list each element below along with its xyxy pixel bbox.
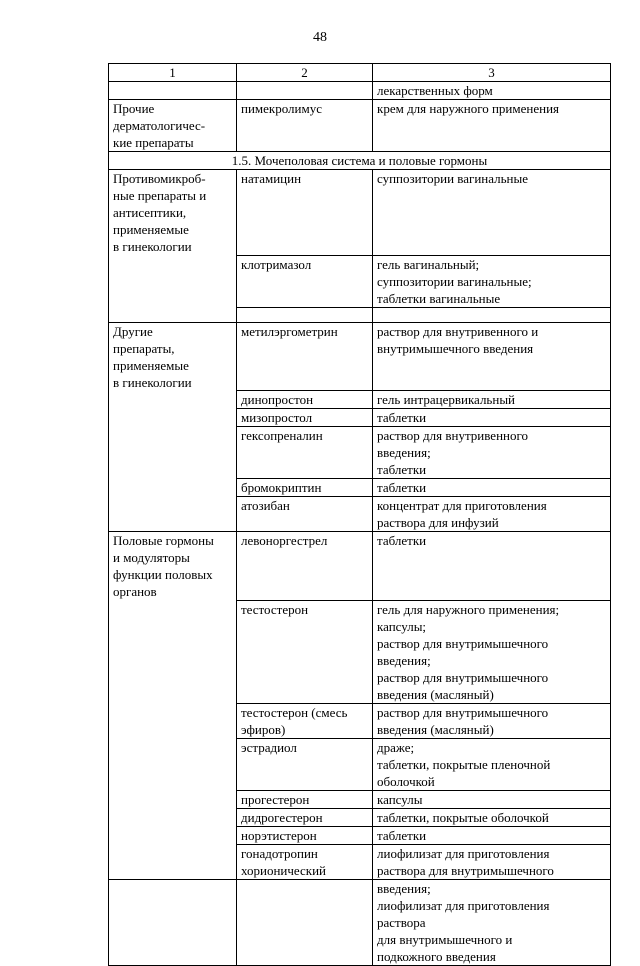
table-row	[109, 409, 611, 427]
section-row	[109, 152, 611, 170]
group-cell	[109, 409, 237, 427]
group-cell	[109, 826, 237, 844]
drug-table	[108, 63, 611, 966]
drug-cell: норэтистерон	[237, 826, 373, 844]
group-cell: Другие препараты, применяемые в гинекологии	[109, 322, 237, 391]
drug-cell: пимекролимус	[237, 100, 373, 152]
group-cell	[109, 738, 237, 790]
table-header-row	[109, 64, 611, 82]
group-cell: Противомикроб- ные препараты и антисептики, применяемые в гинекологии	[109, 170, 237, 256]
table-row	[109, 322, 611, 391]
group-cell	[109, 497, 237, 532]
table-row	[109, 479, 611, 497]
drug-cell: гонадотропин хорионический	[237, 844, 373, 879]
table-row	[109, 790, 611, 808]
form-cell: крем для наружного применения	[373, 100, 611, 152]
group-cell	[109, 703, 237, 738]
section-title: 1.5. Мочеполовая система и половые гормоны	[109, 152, 611, 170]
drug-cell	[237, 82, 373, 100]
table-row	[109, 826, 611, 844]
form-cell	[373, 307, 611, 322]
table-row	[109, 738, 611, 790]
group-cell: Прочие дерматологичес- кие препараты	[109, 100, 237, 152]
drug-cell: прогестерон	[237, 790, 373, 808]
table-row	[109, 391, 611, 409]
form-cell: раствор для внутривенного введения; таблетки	[373, 427, 611, 479]
drug-cell: бромокриптин	[237, 479, 373, 497]
table-row	[109, 879, 611, 965]
table-row	[109, 497, 611, 532]
table-row	[109, 844, 611, 879]
drug-cell: динопростон	[237, 391, 373, 409]
form-cell: драже; таблетки, покрытые пленочной оболочкой	[373, 738, 611, 790]
table-row	[109, 82, 611, 100]
drug-cell: тестостерон	[237, 600, 373, 703]
group-cell	[109, 82, 237, 100]
drug-cell: мизопростол	[237, 409, 373, 427]
form-cell: суппозитории вагинальные	[373, 170, 611, 256]
table-row	[109, 808, 611, 826]
drug-cell: эстрадиол	[237, 738, 373, 790]
group-cell	[109, 391, 237, 409]
form-cell: раствор для внутривенного и внутримышечного введения	[373, 322, 611, 391]
group-cell	[109, 255, 237, 307]
drug-cell: метилэргометрин	[237, 322, 373, 391]
form-cell: таблетки	[373, 532, 611, 601]
drug-cell	[237, 307, 373, 322]
group-cell	[109, 879, 237, 965]
table-row	[109, 255, 611, 307]
table-row	[109, 100, 611, 152]
page-number: 48	[313, 30, 327, 45]
form-cell: таблетки	[373, 479, 611, 497]
drug-cell: дидрогестерон	[237, 808, 373, 826]
form-cell: капсулы	[373, 790, 611, 808]
form-cell: таблетки	[373, 826, 611, 844]
group-cell	[109, 844, 237, 879]
form-cell: лекарственных форм	[373, 82, 611, 100]
group-cell	[109, 600, 237, 703]
table-row	[109, 532, 611, 601]
header-col-2: 2	[237, 64, 373, 82]
table-row	[109, 307, 611, 322]
group-cell	[109, 790, 237, 808]
drug-cell: атозибан	[237, 497, 373, 532]
form-cell: гель интрацервикальный	[373, 391, 611, 409]
form-cell: лиофилизат для приготовления раствора для внутримышечного	[373, 844, 611, 879]
drug-cell: натамицин	[237, 170, 373, 256]
group-cell	[109, 307, 237, 322]
form-cell: введения; лиофилизат для приготовления раствора для внутримышечного и подкожного введения	[373, 879, 611, 965]
drug-cell: гексопреналин	[237, 427, 373, 479]
form-cell: раствор для внутримышечного введения (масляный)	[373, 703, 611, 738]
drug-cell: клотримазол	[237, 255, 373, 307]
drug-cell	[237, 879, 373, 965]
form-cell: гель для наружного применения; капсулы; раствор для внутримышечного введения; раствор для внутримышечного введения (масляный)	[373, 600, 611, 703]
table-row	[109, 600, 611, 703]
drug-cell: тестостерон (смесь эфиров)	[237, 703, 373, 738]
table-row	[109, 170, 611, 256]
group-cell	[109, 808, 237, 826]
header-col-1: 1	[109, 64, 237, 82]
form-cell: таблетки, покрытые оболочкой	[373, 808, 611, 826]
group-cell	[109, 427, 237, 479]
table-row	[109, 703, 611, 738]
form-cell: концентрат для приготовления раствора для инфузий	[373, 497, 611, 532]
group-cell: Половые гормоны и модуляторы функции половых органов	[109, 532, 237, 601]
form-cell: гель вагинальный; суппозитории вагинальные; таблетки вагинальные	[373, 255, 611, 307]
table-row	[109, 427, 611, 479]
drug-cell: левоноргестрел	[237, 532, 373, 601]
group-cell	[109, 479, 237, 497]
header-col-3: 3	[373, 64, 611, 82]
form-cell: таблетки	[373, 409, 611, 427]
